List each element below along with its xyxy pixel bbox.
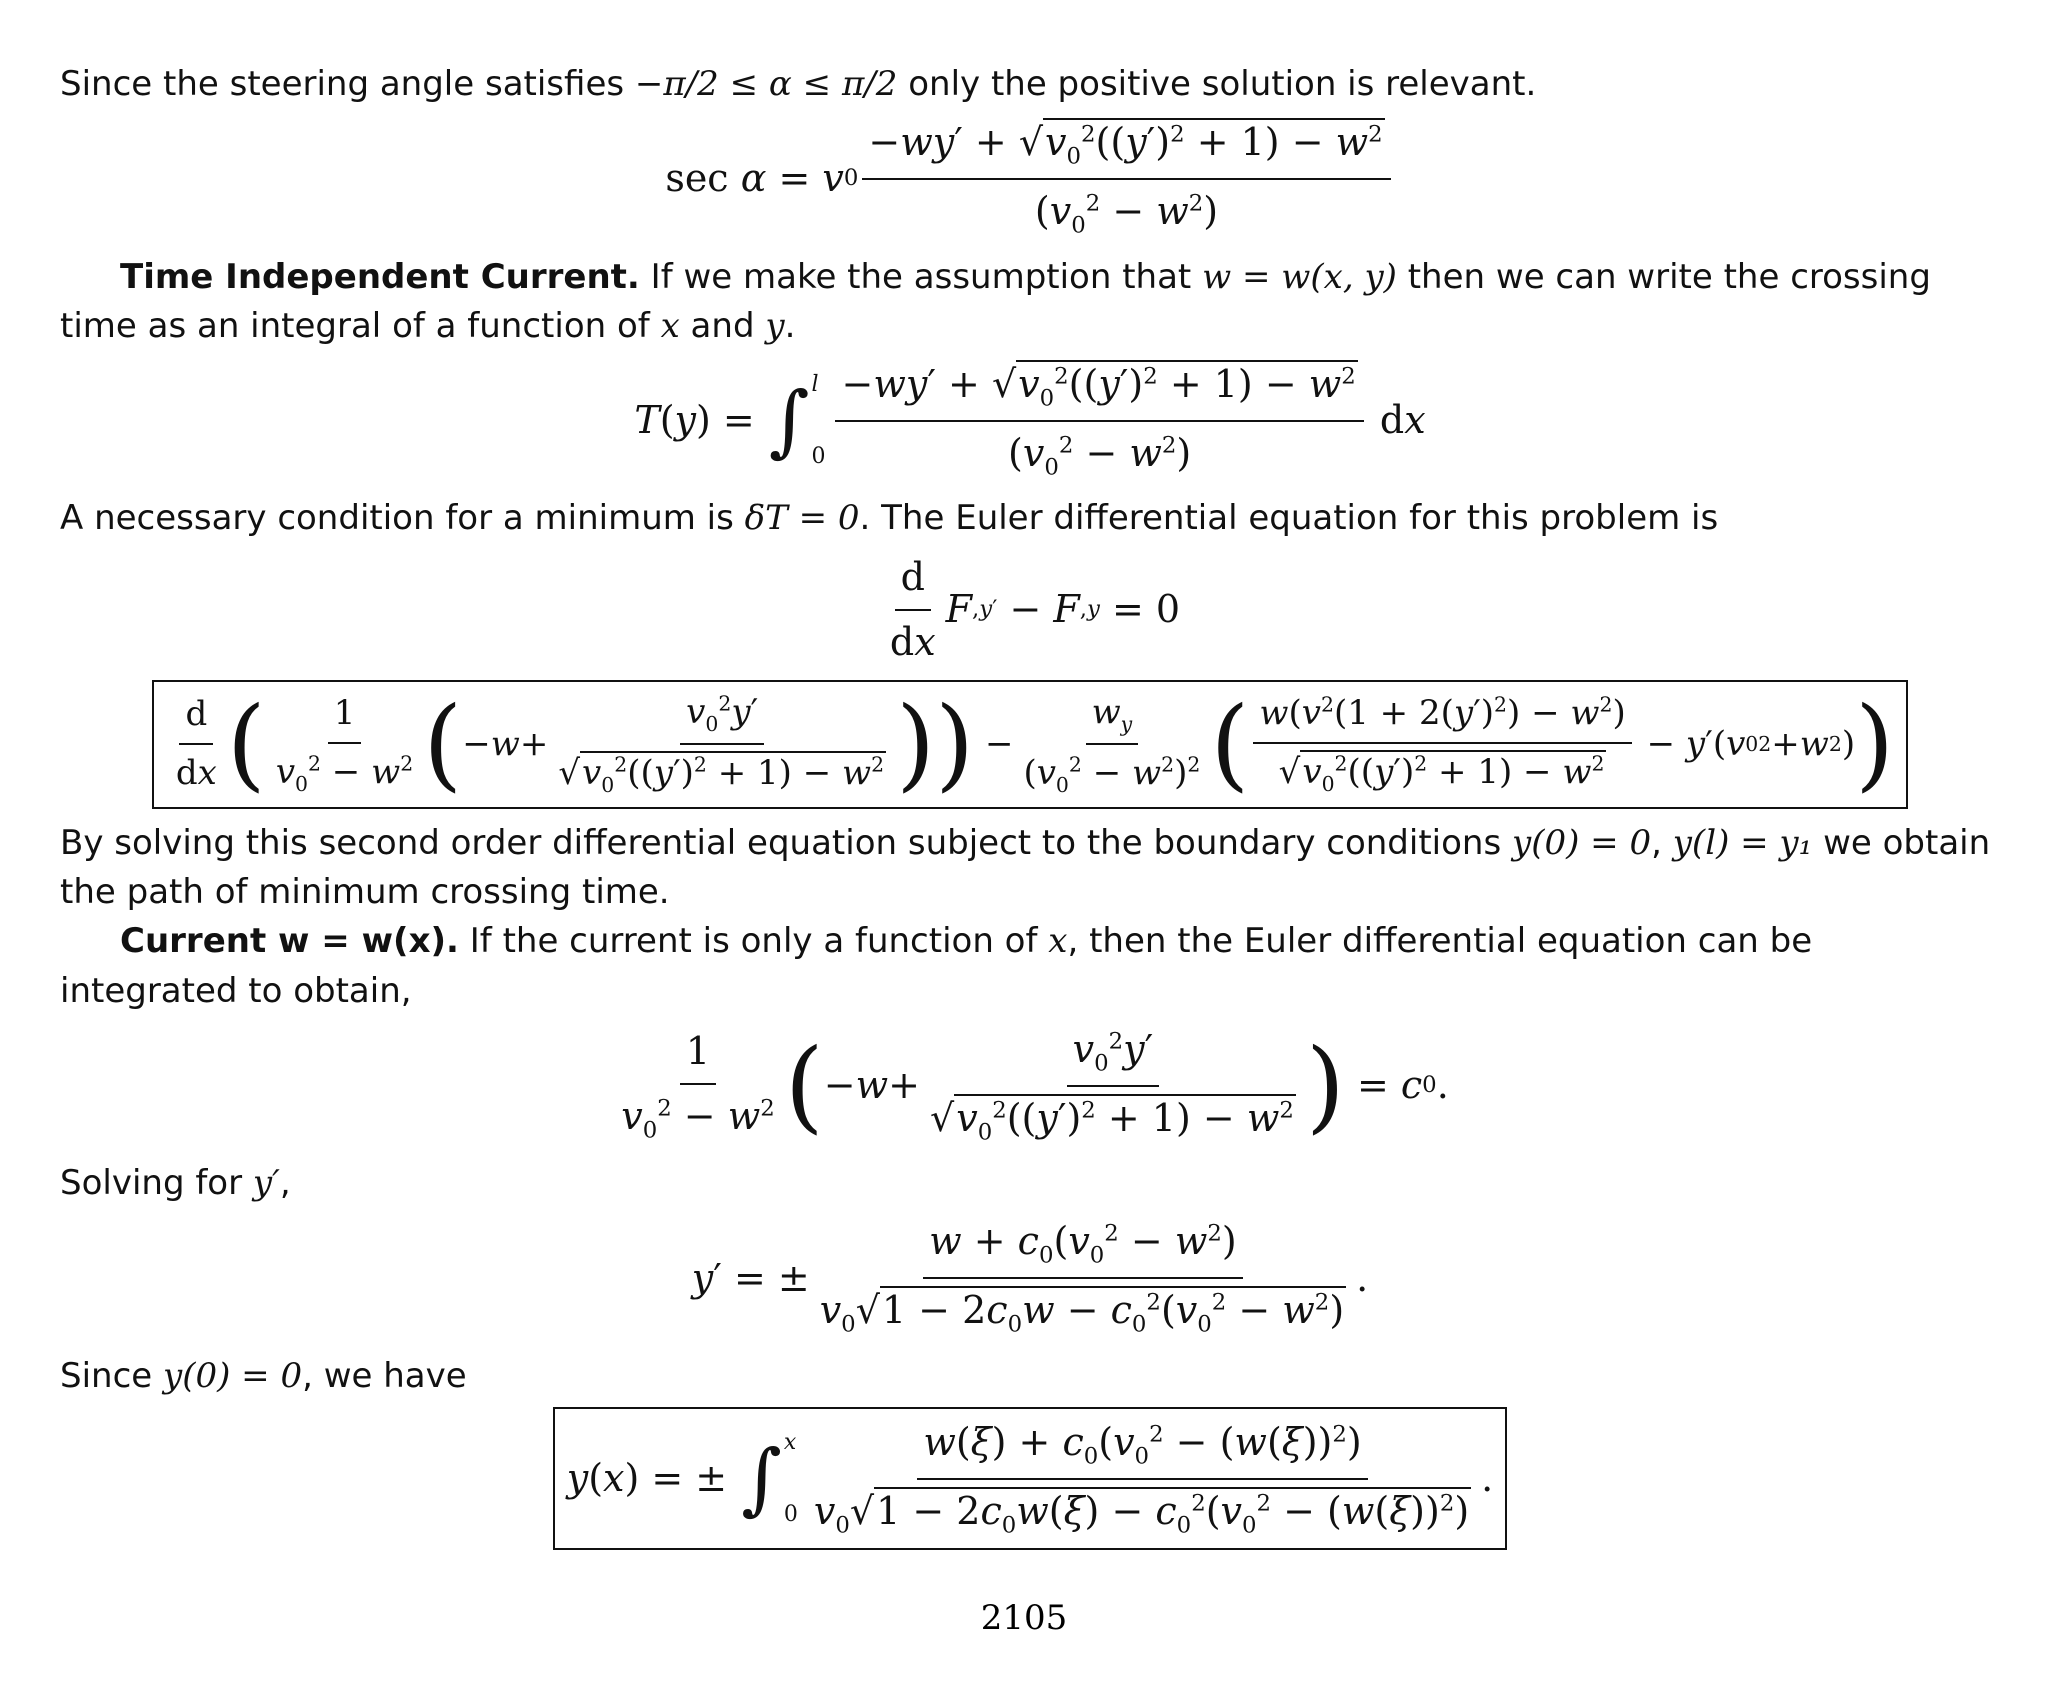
inline-math: y(0) = 0 bbox=[1511, 822, 1652, 863]
text: , then the Euler differential equation can be integrated to obtain, bbox=[60, 921, 1813, 1011]
text: . The Euler differential equation for this problem is bbox=[859, 498, 1719, 539]
section-heading: Current w = w(x). bbox=[120, 921, 459, 962]
paragraph-2 bbox=[60, 253, 2000, 352]
text: then we can write the crossing time as an integral of a function of bbox=[60, 256, 1931, 346]
paragraph-7 bbox=[60, 1352, 2000, 1401]
equation-y-solution-boxed: y ( x ) = ± ∫ x 0 $\frac{w(\xi) + c_0(v_0^2 - (w(\xi))^2)}{v_0√1 - 2c_0w(\xi) - c_0^2(v_0^2 - (w(\xi))^2)}$ . bbox=[60, 1407, 2000, 1550]
paragraph-3 bbox=[60, 494, 2000, 543]
text: Since the steering angle satisfies bbox=[60, 64, 635, 104]
equation-integrated: $\frac{1}{v_0^2 - w^2}$ ( − w + $\frac{v_0^2y'}{√v_0^2((y')^2 + 1) - w^2}$ ) = c 0 . bbox=[60, 1022, 2000, 1149]
section-heading: Time Independent Current. bbox=[120, 256, 640, 297]
equation-y-prime: y ′ = ± $\frac{w + c_0(v_0^2 - w^2)}{v_0√1 - 2c_0w - c_0^2(v_0^2 - w^2)}$ . bbox=[60, 1214, 2000, 1341]
text: we obtain the path of minimum crossing time. bbox=[60, 822, 1991, 912]
page-number: 2105 bbox=[980, 1598, 1068, 1638]
inline-math: y bbox=[765, 305, 785, 346]
equation-crossing-time: T ( y ) = ∫ l 0 $\frac{-wy' + √v_0^2((y')^2 + 1) - w^2}{(v_0^2 - w^2)}$ d x bbox=[60, 357, 2000, 484]
equation-euler-boxed: $\frac{d}{dx}$ ( $\frac{1}{v_0^2 - w^2}$ ( − w + $\frac{v_0^2y'}{√v_0^2((y')^2 + 1) - w^2}$ )) − $\frac{w_y}{(v_0^2 - w^2)^2}$ ( $\frac{w(v^2(1 + 2(y')^2) - w^2)}{√v_0^2((y')^2 + 1) - w^2}$ − y ′( v 0 2 + w 2 ) ) bbox=[60, 680, 2000, 809]
page-content bbox=[60, 60, 2000, 1560]
paragraph-4 bbox=[60, 819, 2000, 918]
inline-math: x bbox=[660, 305, 680, 346]
text: only the positive solution is relevant. bbox=[897, 64, 1537, 104]
paragraph-6 bbox=[60, 1159, 2000, 1208]
text: If we make the assumption that bbox=[639, 256, 1203, 297]
text: , bbox=[279, 1163, 291, 1204]
paragraph-5 bbox=[60, 917, 2000, 1016]
equation-sec-alpha: sec α = v 0 $\frac{-wy' + √v_0^2((y')^2 + 1) - w^2}{(v_0^2 - w^2)}$ bbox=[60, 115, 2000, 242]
text: . bbox=[784, 305, 796, 346]
inline-math: x bbox=[1048, 921, 1068, 962]
text: If the current is only a function of bbox=[458, 921, 1049, 962]
text: By solving this second order differential equation subject to the boundary conditions bbox=[60, 822, 1512, 863]
text: Solving for bbox=[60, 1163, 253, 1204]
inline-math: y(0) = 0 bbox=[163, 1355, 303, 1396]
inline-math: −π/2 ≤ α ≤ π/2 bbox=[634, 64, 898, 104]
text: , we have bbox=[302, 1355, 467, 1396]
inline-math: w = w(x, y) bbox=[1202, 256, 1397, 297]
inline-math: δT = 0 bbox=[744, 498, 860, 539]
text: and bbox=[679, 305, 766, 346]
text: Since bbox=[60, 1355, 163, 1396]
text: A necessary condition for a minimum is bbox=[60, 498, 745, 539]
inline-math: y′ bbox=[252, 1163, 280, 1204]
equation-euler: $\frac{d}{dx}$ F ,y′ − F ,y = 0 bbox=[60, 550, 2000, 670]
inline-math: y(l) = y₁ bbox=[1672, 822, 1813, 863]
text: , bbox=[1651, 822, 1673, 863]
paragraph-1 bbox=[60, 60, 2000, 109]
